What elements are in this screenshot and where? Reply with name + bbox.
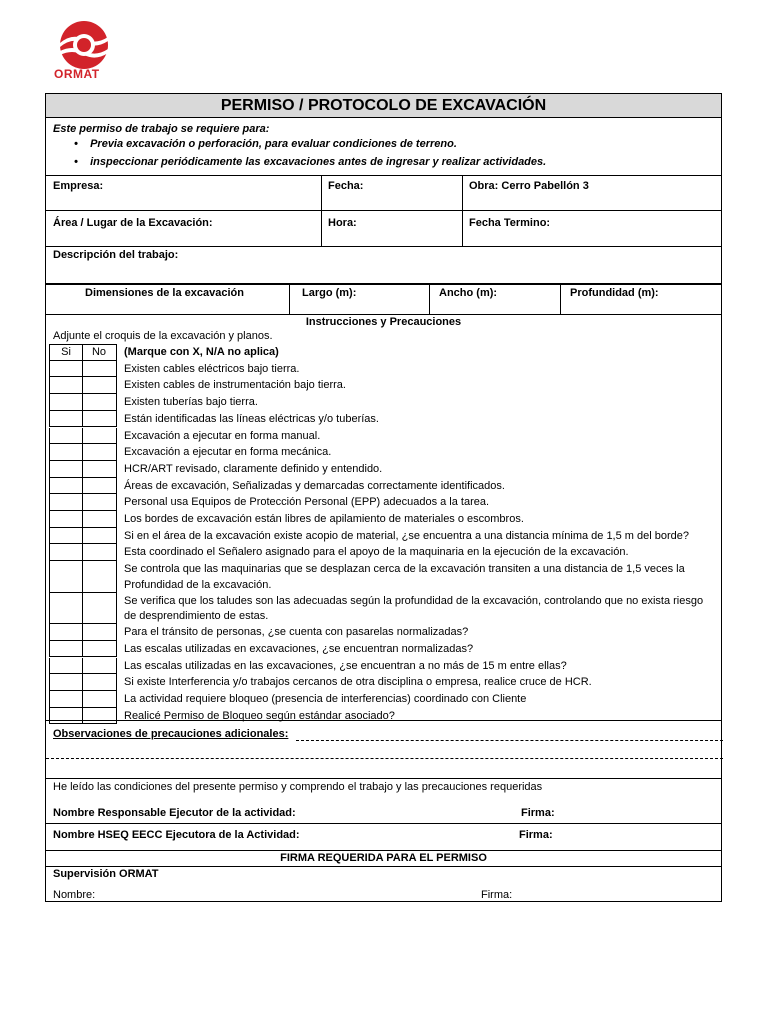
descripcion-row xyxy=(46,247,721,284)
checklist-item-text: Si en el área de la excavación existe acopio de material, ¿se encuentra a una distancia mínima de 1,5 m del borde? xyxy=(124,529,689,542)
checkbox-si[interactable] xyxy=(49,361,83,378)
firma-requerida-heading: FIRMA REQUERIDA PARA EL PERMISO xyxy=(280,852,487,864)
area-label: Área / Lugar de la Excavación: xyxy=(53,217,213,229)
checklist-item-text: Las escalas utilizadas en las excavaciones, ¿se encuentran a no más de 15 m entre ellas? xyxy=(124,659,567,672)
descripcion-label: Descripción del trabajo: xyxy=(53,249,179,261)
checkbox-si[interactable] xyxy=(49,394,83,411)
checklist-item-text: Si existe Interferencia y/o trabajos cercanos de otra disciplina o empresa, realice cruce de HCR. xyxy=(124,676,592,689)
logo-brand-text: ORMAT xyxy=(54,67,100,81)
checklist-item xyxy=(46,394,721,411)
checklist-item xyxy=(46,428,721,445)
observaciones-label: Observaciones de precauciones adicionales: xyxy=(53,728,289,740)
checklist-item-text: Existen cables de instrumentación bajo tierra. xyxy=(124,379,346,392)
checklist-item xyxy=(46,511,721,528)
supervision-label: Supervisión ORMAT xyxy=(53,868,159,880)
hora-label: Hora: xyxy=(328,217,357,229)
checkbox-si[interactable] xyxy=(49,674,83,691)
no-header: No xyxy=(82,344,117,361)
largo-label: Largo (m): xyxy=(302,287,357,299)
checklist-item-text: La actividad requiere bloqueo (presencia de interferencias) coordinado con Cliente xyxy=(124,692,527,705)
checkbox-no[interactable] xyxy=(82,494,117,511)
instrucciones-heading: Instrucciones y Precauciones xyxy=(305,316,462,328)
checkbox-si[interactable] xyxy=(49,624,83,641)
checklist-item xyxy=(46,544,721,561)
checkbox-si[interactable] xyxy=(49,708,83,725)
checklist-item xyxy=(46,658,721,675)
checkbox-no[interactable] xyxy=(82,561,117,593)
checkbox-no[interactable] xyxy=(82,708,117,725)
si-header: Si xyxy=(49,344,83,361)
checklist-item-text: Las escalas utilizadas en excavaciones, ¿se encuentran normalizadas? xyxy=(124,642,474,655)
checkbox-si[interactable] xyxy=(49,494,83,511)
checklist-item-text: Para el tránsito de personas, ¿se cuenta con pasarelas normalizadas? xyxy=(124,626,469,639)
checklist-item xyxy=(46,593,721,625)
checklist-item-text: Áreas de excavación, Señalizadas y demarcadas correctamente identificados. xyxy=(124,479,505,492)
checkbox-no[interactable] xyxy=(82,444,117,461)
nombre-label: Nombre: xyxy=(53,889,96,901)
hseq-label: Nombre HSEQ EECC Ejecutora de la Actividad: xyxy=(53,829,300,841)
fecha-termino-label: Fecha Termino: xyxy=(469,217,551,229)
checklist-item-text: Personal usa Equipos de Protección Personal (EPP) adecuados a la tarea. xyxy=(124,496,490,509)
checkbox-si[interactable] xyxy=(49,377,83,394)
checkbox-no[interactable] xyxy=(82,377,117,394)
checkbox-no[interactable] xyxy=(82,641,117,658)
empresa-label: Empresa: xyxy=(53,180,104,192)
checklist-item xyxy=(46,478,721,495)
checklist-item-text: Los bordes de excavación están libres de apilamiento de materiales o escombros. xyxy=(124,513,524,525)
checkbox-no[interactable] xyxy=(82,428,117,445)
checkbox-no[interactable] xyxy=(82,544,117,561)
checkbox-si[interactable] xyxy=(49,461,83,478)
checkbox-no[interactable] xyxy=(82,528,117,545)
empresa-row xyxy=(46,176,721,211)
checkbox-no[interactable] xyxy=(82,411,117,428)
observaciones-line-1[interactable] xyxy=(296,740,723,741)
profundidad-label: Profundidad (m): xyxy=(570,287,659,299)
checkbox-si[interactable] xyxy=(49,691,83,708)
obra-label: Obra: Cerro Pabellón 3 xyxy=(469,180,589,192)
checkbox-no[interactable] xyxy=(82,394,117,411)
checklist-item-text: Existen tuberías bajo tierra. xyxy=(124,396,258,409)
marque-text: (Marque con X, N/A no aplica) xyxy=(124,346,279,358)
form-title: PERMISO / PROTOCOLO DE EXCAVACIÓN xyxy=(46,94,721,118)
declaracion-text: He leído las condiciones del presente permiso y comprendo el trabajo y las precauciones requeridas xyxy=(53,781,543,793)
checklist-item xyxy=(46,461,721,478)
bullet-1: • Previa excavación o perforación, para evaluar condiciones de terreno. xyxy=(74,138,457,150)
checklist-item xyxy=(46,674,721,691)
checklist-item-text: Se verifica que los taludes son las adecuadas según la profundidad de la excavación, controlando que no exista riesgo de desprendimiento de estas. xyxy=(124,594,704,623)
checklist-item-text: Realicé Permiso de Bloqueo según estándar asociado? xyxy=(124,709,395,722)
checklist-item xyxy=(46,377,721,394)
checkbox-si[interactable] xyxy=(49,511,83,528)
checklist-item xyxy=(46,691,721,708)
intro-text: Este permiso de trabajo se requiere para: xyxy=(53,123,270,135)
checklist-item-text: Esta coordinado el Señalero asignado para el apoyo de la maquinaria en la ejecución de la excavación. xyxy=(124,546,629,559)
checklist-item-text: Excavación a ejecutar en forma manual. xyxy=(124,429,321,442)
firma-supervision-label: Firma: xyxy=(481,889,513,901)
checkbox-si[interactable] xyxy=(49,428,83,445)
checklist-item-text: Existen cables eléctricos bajo tierra. xyxy=(124,362,300,375)
checklist-item xyxy=(46,494,721,511)
checklist-item xyxy=(46,561,721,593)
checkbox-si[interactable] xyxy=(49,528,83,545)
checkbox-si[interactable] xyxy=(49,478,83,495)
checklist-item xyxy=(46,528,721,545)
firma-hseq-label: Firma: xyxy=(519,829,553,841)
responsable-label: Nombre Responsable Ejecutor de la actividad: xyxy=(53,807,296,819)
firma-responsable-label: Firma: xyxy=(521,807,555,819)
observaciones-line-2[interactable] xyxy=(46,758,723,759)
checklist-item-text: HCR/ART revisado, claramente definido y entendido. xyxy=(124,462,383,475)
permit-form xyxy=(45,93,722,902)
checklist-item xyxy=(46,444,721,461)
checklist-header xyxy=(46,344,721,361)
checklist-item-text: Se controla que las maquinarias que se desplazan cerca de la excavación transiten a una distancia de 1,5 veces la Profundidad de la excavación. xyxy=(124,563,685,591)
checkbox-no[interactable] xyxy=(82,658,117,675)
checklist-item xyxy=(46,641,721,658)
area-row xyxy=(46,211,721,247)
checkbox-si[interactable] xyxy=(49,561,83,593)
checklist-item-text: Excavación a ejecutar en forma mecánica. xyxy=(124,446,332,459)
ancho-label: Ancho (m): xyxy=(439,287,498,299)
checklist-item xyxy=(46,361,721,378)
intro-section xyxy=(46,118,721,176)
checklist-item xyxy=(46,708,721,725)
checkbox-no[interactable] xyxy=(82,478,117,495)
checkbox-no[interactable] xyxy=(82,624,117,641)
dimensiones-row xyxy=(46,284,721,315)
checkbox-no[interactable] xyxy=(82,361,117,378)
checkbox-si[interactable] xyxy=(49,411,83,428)
checkbox-no[interactable] xyxy=(82,511,117,528)
dimensiones-label: Dimensiones de la excavación xyxy=(85,287,244,299)
checklist xyxy=(46,344,721,722)
checklist-item xyxy=(46,624,721,641)
checkbox-no[interactable] xyxy=(82,691,117,708)
fecha-label: Fecha: xyxy=(328,180,364,192)
croquis-text: Adjunte el croquis de la excavación y planos. xyxy=(53,330,273,342)
checklist-item-text: Están identificadas las líneas eléctricas y/o tuberías. xyxy=(124,412,379,425)
bullet-2: • inspeccionar periódicamente las excavaciones antes de ingresar y realizar actividades. xyxy=(74,156,547,168)
checkbox-si[interactable] xyxy=(49,593,83,625)
checkbox-no[interactable] xyxy=(82,461,117,478)
checkbox-no[interactable] xyxy=(82,674,117,691)
checkbox-si[interactable] xyxy=(49,641,83,658)
checkbox-si[interactable] xyxy=(49,444,83,461)
checkbox-no[interactable] xyxy=(82,593,117,625)
checkbox-si[interactable] xyxy=(49,658,83,675)
checklist-item xyxy=(46,411,721,428)
checkbox-si[interactable] xyxy=(49,544,83,561)
